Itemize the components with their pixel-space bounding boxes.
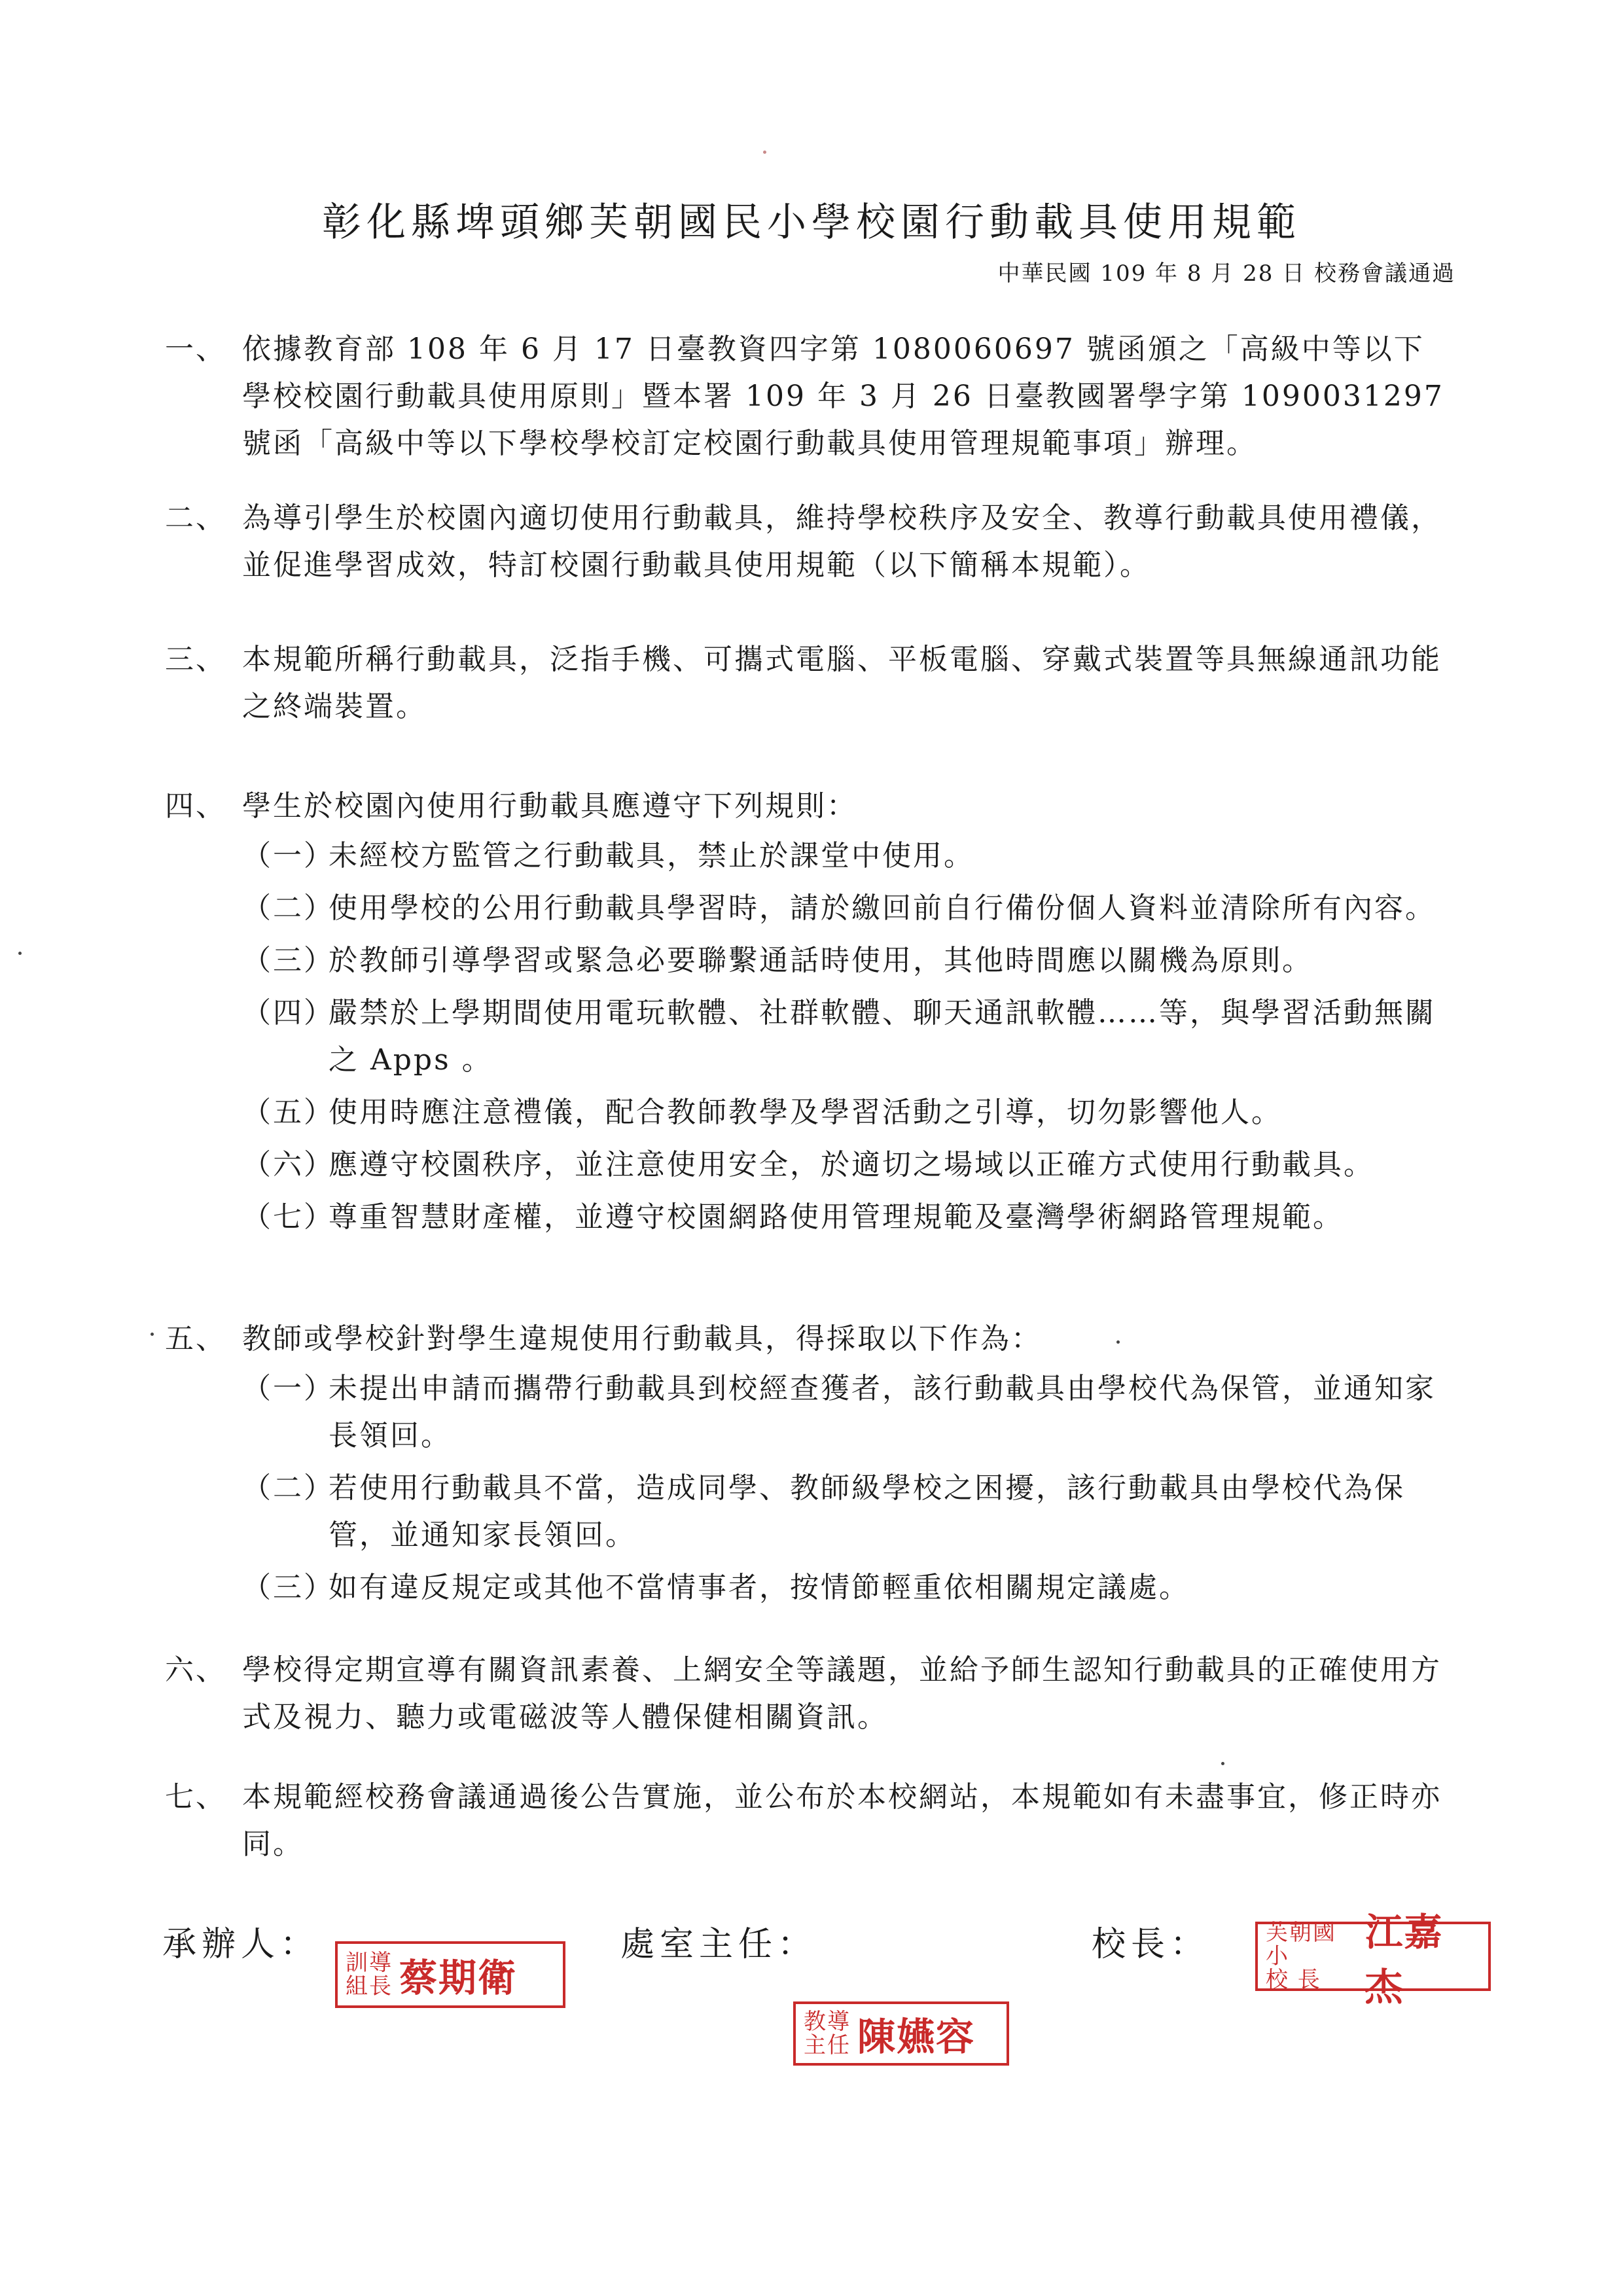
item-text: 尊重智慧財產權，並遵守校園網路使用管理規範及臺灣學術網路管理規範。 — [329, 1200, 1344, 1234]
stamp-title-line-1: 教導 — [804, 2009, 851, 2035]
list-item — [242, 1089, 1454, 1136]
item-number: （二） — [242, 1471, 334, 1505]
item-number: （三） — [242, 944, 334, 977]
section-4 — [165, 783, 1454, 1246]
item-number: （一） — [242, 839, 334, 872]
item-text: 如有違反規定或其他不當情事者，按情節輕重依相關規定議處。 — [329, 1571, 1190, 1604]
section-number: 六、 — [165, 1653, 226, 1687]
section-3 — [165, 636, 1454, 730]
director-label: 處室主任： — [620, 1925, 817, 1964]
section-text: 為導引學生於校園內適切使用行動載具，維持學校秩序及安全、教導行動載具使用禮儀，並促進學習成效，特訂校園行動載具使用規範（以下簡稱本規範）。 — [242, 501, 1442, 582]
section-text: 學生於校園內使用行動載具應遵守下列規則： — [242, 789, 857, 823]
item-number: （四） — [242, 996, 334, 1030]
handler-label: 承辦人： — [162, 1925, 320, 1964]
document-title: 彰化縣埤頭鄉芙朝國民小學校園行動載具使用規範 — [322, 200, 1301, 245]
scan-speck — [1221, 1762, 1224, 1765]
stamp-title-line-2: 校 長 — [1266, 1967, 1321, 1993]
scan-speck — [1116, 1340, 1120, 1344]
item-number: （一） — [242, 1372, 334, 1405]
item-number: （二） — [242, 891, 334, 925]
stamp-name: 蔡期衛 — [399, 1956, 518, 2000]
item-text: 嚴禁於上學期間使用電玩軟體、社群軟體、聊天通訊軟體……等，與學習活動無關之 Apps 。 — [329, 996, 1436, 1077]
section-text: 本規範所稱行動載具，泛指手機、可攜式電腦、平板電腦、穿戴式裝置等具無線通訊功能之終端裝置。 — [242, 643, 1442, 723]
stamp-title-line-1: 芙朝國小 — [1266, 1920, 1336, 1969]
section-2 — [165, 495, 1454, 589]
stamp-title-line-2: 主任 — [804, 2032, 851, 2058]
section-number: 七、 — [165, 1780, 226, 1814]
item-text: 未經校方監管之行動載具，禁止於課堂中使用。 — [329, 839, 974, 872]
section-text: 依據教育部 108 年 6 月 17 日臺教資四字第 1080060697 號函頒之「高級中等以下學校校園行動載具使用原則」暨本署 109 年 3 月 26 日臺教國署學字第 1090031297 號函「高級中等以下學校學校訂定校園行動載具使用管理規範事項」辦理。 — [242, 332, 1444, 460]
section-5 — [165, 1316, 1454, 1617]
director-seal-stamp — [793, 2001, 1009, 2066]
item-text: 應遵守校園秩序，並注意使用安全，於適切之場域以正確方式使用行動載具。 — [329, 1148, 1374, 1181]
item-text: 使用學校的公用行動載具學習時，請於繳回前自行備份個人資料並清除所有內容。 — [329, 891, 1436, 925]
handler-seal-stamp — [335, 1941, 565, 2008]
list-item — [242, 1141, 1454, 1189]
section-text: 本規範經校務會議通過後公告實施，並公布於本校網站，本規範如有未盡事宜，修正時亦同。 — [242, 1780, 1442, 1861]
list-item — [242, 1564, 1454, 1611]
section-number: 五、 — [165, 1322, 226, 1355]
rule-list — [242, 833, 1454, 1241]
section-6 — [165, 1647, 1454, 1741]
item-text: 使用時應注意禮儀，配合教師教學及學習活動之引導，切勿影響他人。 — [329, 1096, 1282, 1129]
list-item — [242, 833, 1454, 880]
stamp-name: 江嘉杰 — [1364, 1910, 1444, 2009]
item-number: （七） — [242, 1200, 334, 1234]
scan-speck — [151, 1333, 154, 1336]
action-list — [242, 1365, 1454, 1611]
section-text: 教師或學校針對學生違規使用行動載具，得採取以下作為： — [242, 1322, 1042, 1355]
item-text: 若使用行動載具不當，造成同學、教師級學校之困擾，該行動載具由學校代為保管，並通知家長領回。 — [329, 1471, 1405, 1552]
list-item — [242, 937, 1454, 984]
scan-speck — [18, 952, 22, 955]
stamp-name: 陳嬿容 — [857, 2015, 976, 2059]
principal-label: 校長： — [1092, 1925, 1210, 1964]
stamp-title-line-1: 訓導 — [346, 1950, 393, 1976]
principal-seal-stamp — [1255, 1910, 1491, 2009]
section-7 — [165, 1774, 1454, 1868]
section-number: 四、 — [165, 789, 226, 823]
approval-date: 中華民國 109 年 8 月 28 日 校務會議通過 — [997, 260, 1455, 287]
section-text: 學校得定期宣導有關資訊素養、上網安全等議題，並給予師生認知行動載具的正確使用方式及視力、聽力或電磁波等人體保健相關資訊。 — [242, 1653, 1442, 1734]
section-number: 二、 — [165, 501, 226, 535]
section-number: 一、 — [165, 332, 226, 366]
item-number: （六） — [242, 1148, 334, 1181]
item-text: 未提出申請而攜帶行動載具到校經查獲者，該行動載具由學校代為保管，並通知家長領回。 — [329, 1372, 1436, 1452]
section-1 — [165, 326, 1454, 467]
item-text: 於教師引導學習或緊急必要聯繫通話時使用，其他時間應以關機為原則。 — [329, 944, 1313, 977]
list-item — [242, 1194, 1454, 1241]
list-item — [242, 885, 1454, 932]
list-item — [242, 990, 1454, 1084]
list-item — [242, 1365, 1454, 1460]
section-number: 三、 — [165, 643, 226, 676]
item-number: （五） — [242, 1096, 334, 1129]
list-item — [242, 1465, 1454, 1559]
scan-speck — [763, 151, 766, 154]
item-number: （三） — [242, 1571, 334, 1604]
stamp-title-line-2: 組長 — [346, 1973, 393, 2000]
